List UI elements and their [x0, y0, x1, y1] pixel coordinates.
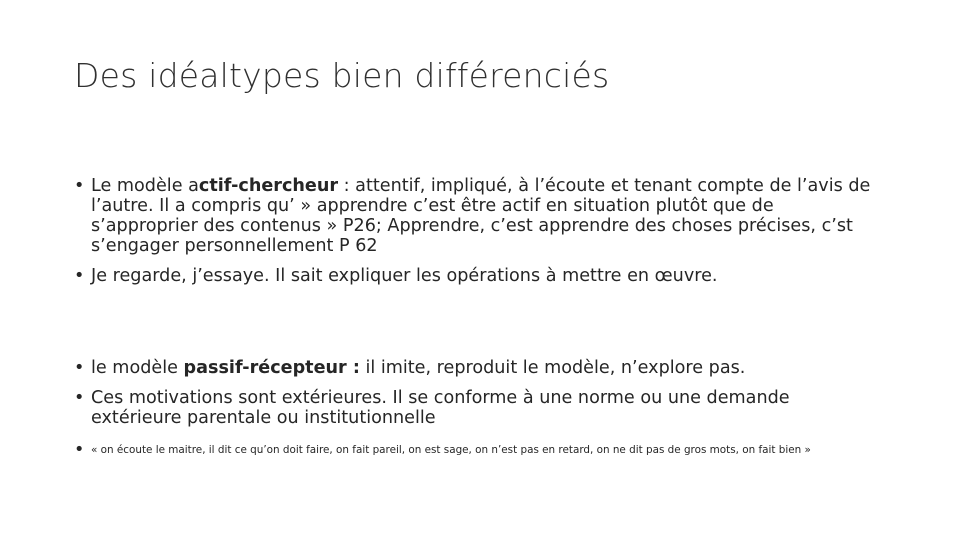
bullet-text: « on écoute le maitre, il dit ce qu’on doit faire, on fait pareil, on est sage, on n’est pas en retard, on ne dit pas de gros mots, on fait bien »: [91, 444, 811, 456]
bullet-text-prefix: le modèle: [91, 358, 184, 378]
bullet-item-passive-model: [74, 358, 884, 378]
bullet-text: Ces motivations sont extérieures. Il se conforme à une norme ou une demande extérieure parentale ou institutionnelle: [91, 388, 790, 428]
bullet-text: [91, 358, 884, 378]
bullet-text: Je regarde, j’essaye. Il sait expliquer les opérations à mettre en œuvre.: [91, 266, 718, 286]
bullet-text-bold: ctif-chercheur: [198, 176, 339, 196]
slide-title: Des idéaltypes bien différenciés: [74, 56, 610, 95]
bullet-icon: •: [74, 440, 85, 460]
bullet-icon: •: [74, 176, 85, 196]
bullet-item-je-regarde: [74, 266, 884, 286]
bullet-text: [91, 176, 884, 256]
bullet-icon: •: [74, 388, 85, 408]
bullet-text-suffix: il imite, reproduit le modèle, n’explore pas.: [359, 358, 746, 378]
bullet-item-motivations: [74, 388, 884, 428]
bullet-item-quote: [74, 440, 884, 460]
bullet-icon: •: [74, 358, 85, 378]
bullet-text-suffix: : attentif, impliqué, à l’écoute et tenant compte de l’avis de l’autre. Il a compris qu’ » apprendre c’est être actif en situation plutôt que de s’approprier des contenus » P26; Apprendre, c’est apprendre des choses précises, c’st s’engager personnellement P 62: [91, 176, 871, 256]
bullet-text-prefix: Le modèle a: [91, 176, 199, 196]
bullet-item-active-model: [74, 176, 884, 256]
bullet-icon: •: [74, 266, 85, 286]
bullet-text-bold: passif-récepteur :: [183, 358, 360, 378]
